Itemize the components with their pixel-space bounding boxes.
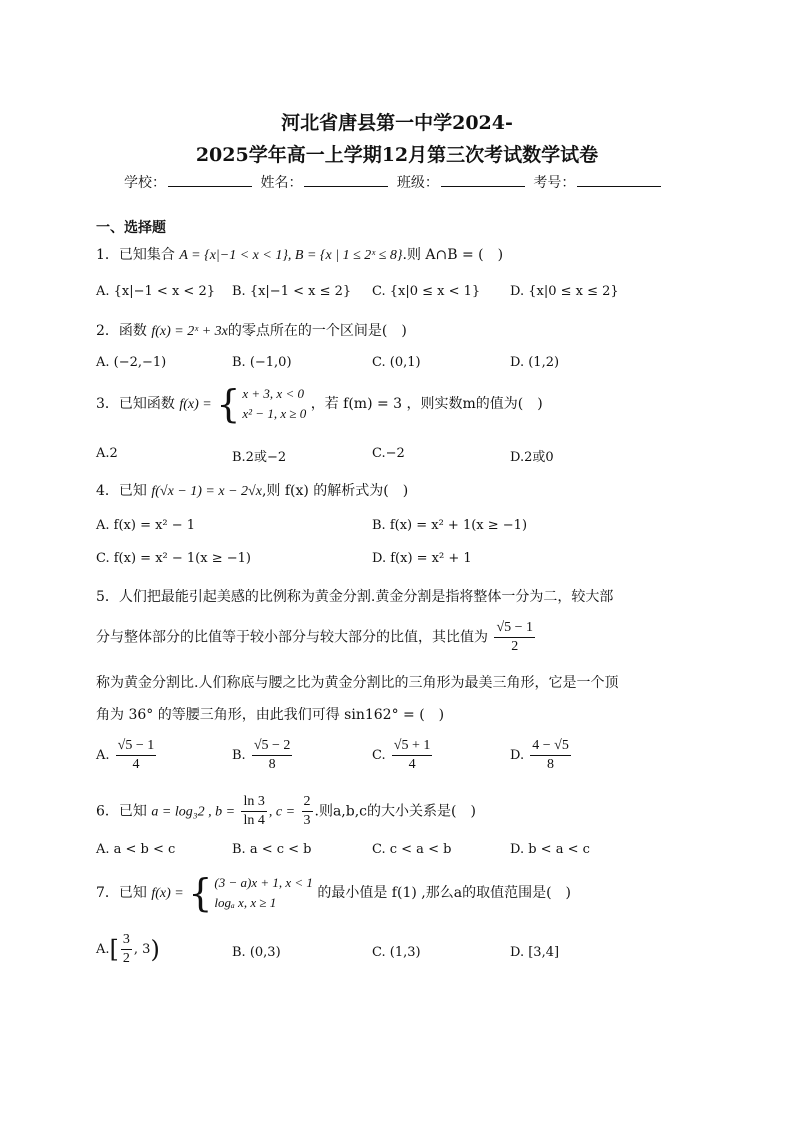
class-blank[interactable] (441, 174, 525, 187)
q3-option-a: A.2 (96, 446, 118, 461)
question-4 (96, 480, 408, 500)
q6-b-den: ln 4 (243, 813, 265, 828)
q7-option-b: B. (0,3) (232, 945, 281, 960)
q5-line2-wrap (96, 620, 537, 655)
q5-line4: 角为 36° 的等腰三角形，由此我们可得 sin162° = ( ) (96, 707, 445, 723)
section-heading: 一、选择题 (96, 220, 166, 236)
q5-option-d-den: 8 (547, 757, 555, 772)
name-label: 姓名： (260, 175, 303, 191)
q7-option-a-num: 3 (121, 932, 132, 950)
q3-piecewise (216, 384, 306, 424)
q7-row1: (3 − a)x + 1, x < 1 (214, 875, 313, 890)
q6-option-c: C. c < a < b (372, 842, 452, 857)
q5-option-b (232, 738, 294, 773)
q6-stem: 6．已知 (96, 803, 147, 820)
q7-lhs: f(x) = (151, 886, 184, 901)
q2-option-b: B. (−1,0) (232, 355, 292, 370)
q7-option-a-tail: , 3 (133, 942, 151, 957)
q7-option-c: C. (1,3) (372, 945, 421, 960)
question-3 (96, 384, 543, 424)
q5-ratio-den: 2 (511, 639, 519, 654)
q5-option-d (510, 738, 573, 773)
q6-option-d: D. b < a < c (510, 842, 590, 857)
q7-option-a-label: A. (96, 942, 110, 957)
q1-stem: 1．已知集合 (96, 247, 175, 263)
q7-row2: logₐ x, x ≥ 1 (214, 895, 277, 910)
q4-tail: ,则 f(x) 的解析式为( ) (261, 483, 409, 499)
q5-option-c-num: √5 + 1 (392, 738, 433, 756)
q1-math: A = {x|−1 < x < 1}, B = {x | 1 ≤ 2ˣ ≤ 8} (179, 248, 403, 263)
q2-option-a: A. (−2,−1) (96, 355, 167, 370)
q4-option-a: A. f(x) = x² − 1 (96, 518, 196, 533)
q5-option-d-label: D. (510, 748, 525, 763)
q5-option-a-den: 4 (132, 757, 140, 772)
q6-option-b: B. a < c < b (232, 842, 312, 857)
exam-no-blank[interactable] (577, 174, 661, 187)
q2-math: f(x) = 2ˣ + 3x (151, 324, 228, 339)
q3-row1: x + 3, x < 0 (242, 386, 304, 401)
q1-option-a: A. {x|−1 < x < 2} (96, 284, 215, 299)
q4-option-b: B. f(x) = x² + 1(x ≥ −1) (372, 518, 528, 533)
q2-option-c: C. (0,1) (372, 355, 421, 370)
question-7 (96, 873, 571, 913)
exam-no-label: 考号： (533, 175, 576, 191)
q4-option-d: D. f(x) = x² + 1 (372, 551, 472, 566)
q7-brace-icon: { (188, 871, 213, 915)
q3-brace-icon: { (216, 382, 241, 426)
q6-c-den: 3 (303, 813, 311, 828)
question-2 (96, 320, 407, 340)
q5-option-a (96, 738, 158, 773)
q7-option-d: D. [3,4] (510, 945, 560, 960)
q1-tail: .则 A∩B = ( ) (402, 247, 504, 263)
q3-option-b: B.2或−2 (232, 450, 287, 465)
q5-option-a-label: A. (96, 748, 110, 763)
q2-tail: 的零点所在的一个区间是( ) (227, 323, 407, 339)
q5-option-c (372, 738, 434, 773)
q4-stem: 4．已知 (96, 483, 147, 499)
q5-option-b-den: 8 (268, 757, 276, 772)
question-1 (96, 244, 503, 264)
q6-part2: , c = (268, 804, 296, 820)
exam-title-line2: 2025学年高一上学期12月第三次考试数学试卷 (195, 144, 599, 166)
q5-ratio-num: √5 − 1 (494, 620, 535, 638)
q6-b-num: ln 3 (241, 794, 266, 812)
q6-option-a: A. a < b < c (96, 842, 176, 857)
q7-option-a-den: 2 (122, 951, 130, 966)
q6-c-num: 2 (302, 794, 313, 812)
q1-option-c: C. {x|0 ≤ x < 1} (372, 284, 481, 299)
q5-option-a-num: √5 − 1 (116, 738, 157, 756)
q6-part1: a = log₃2 , b = (151, 804, 236, 820)
class-label: 班级： (396, 175, 439, 191)
q1-option-d: D. {x|0 ≤ x ≤ 2} (510, 284, 619, 299)
q5-option-c-label: C. (372, 748, 386, 763)
q1-option-b: B. {x|−1 < x ≤ 2} (232, 284, 352, 299)
q5-option-b-num: √5 − 2 (252, 738, 293, 756)
school-blank[interactable] (168, 174, 252, 187)
q5-line1: 5．人们把最能引起美感的比例称为黄金分割.黄金分割是指将整体一分为二，较大部 (96, 589, 614, 605)
q5-line3: 称为黄金分割比.人们称底与腰之比为黄金分割比的三角形为最美三角形，它是一个顶 (96, 675, 619, 691)
exam-title-line1: 河北省唐县第一中学2024- (281, 112, 513, 134)
q5-option-c-den: 4 (408, 757, 416, 772)
q3-row2: x² − 1, x ≥ 0 (242, 406, 307, 421)
q7-stem: 7．已知 (96, 885, 147, 901)
q3-stem: 3．已知函数 (96, 396, 175, 412)
q3-option-d: D.2或0 (510, 450, 554, 465)
q7-option-a: A.[ $\frac{3}{2}$ , 3) (96, 932, 160, 966)
q2-stem: 2．函数 (96, 323, 147, 339)
q7-piecewise (188, 873, 313, 913)
q4-math: f(√x − 1) = x − 2√x (151, 484, 262, 499)
q5-line2: 分与整体部分的比值等于较小部分与较大部分的比值，其比值为 (96, 629, 488, 646)
question-6 (96, 794, 476, 829)
q5-ratio-fraction (494, 620, 535, 655)
q4-option-c: C. f(x) = x² − 1(x ≥ −1) (96, 551, 251, 566)
school-label: 学校： (124, 175, 166, 191)
q3-lhs: f(x) = (179, 397, 212, 412)
q5-option-d-num: 4 − √5 (530, 738, 571, 756)
q2-option-d: D. (1,2) (510, 355, 560, 370)
q3-tail: ，若 f(m) = 3 ，则实数m的值为( ) (310, 396, 543, 412)
q5-option-b-label: B. (232, 748, 246, 763)
q7-tail: 的最小值是 f(1) ,那么a的取值范围是( ) (317, 885, 571, 901)
q3-option-c: C.−2 (372, 446, 405, 461)
name-blank[interactable] (304, 174, 388, 187)
q6-tail: .则a,b,c的大小关系是( ) (314, 803, 476, 820)
student-info-line (124, 172, 665, 192)
